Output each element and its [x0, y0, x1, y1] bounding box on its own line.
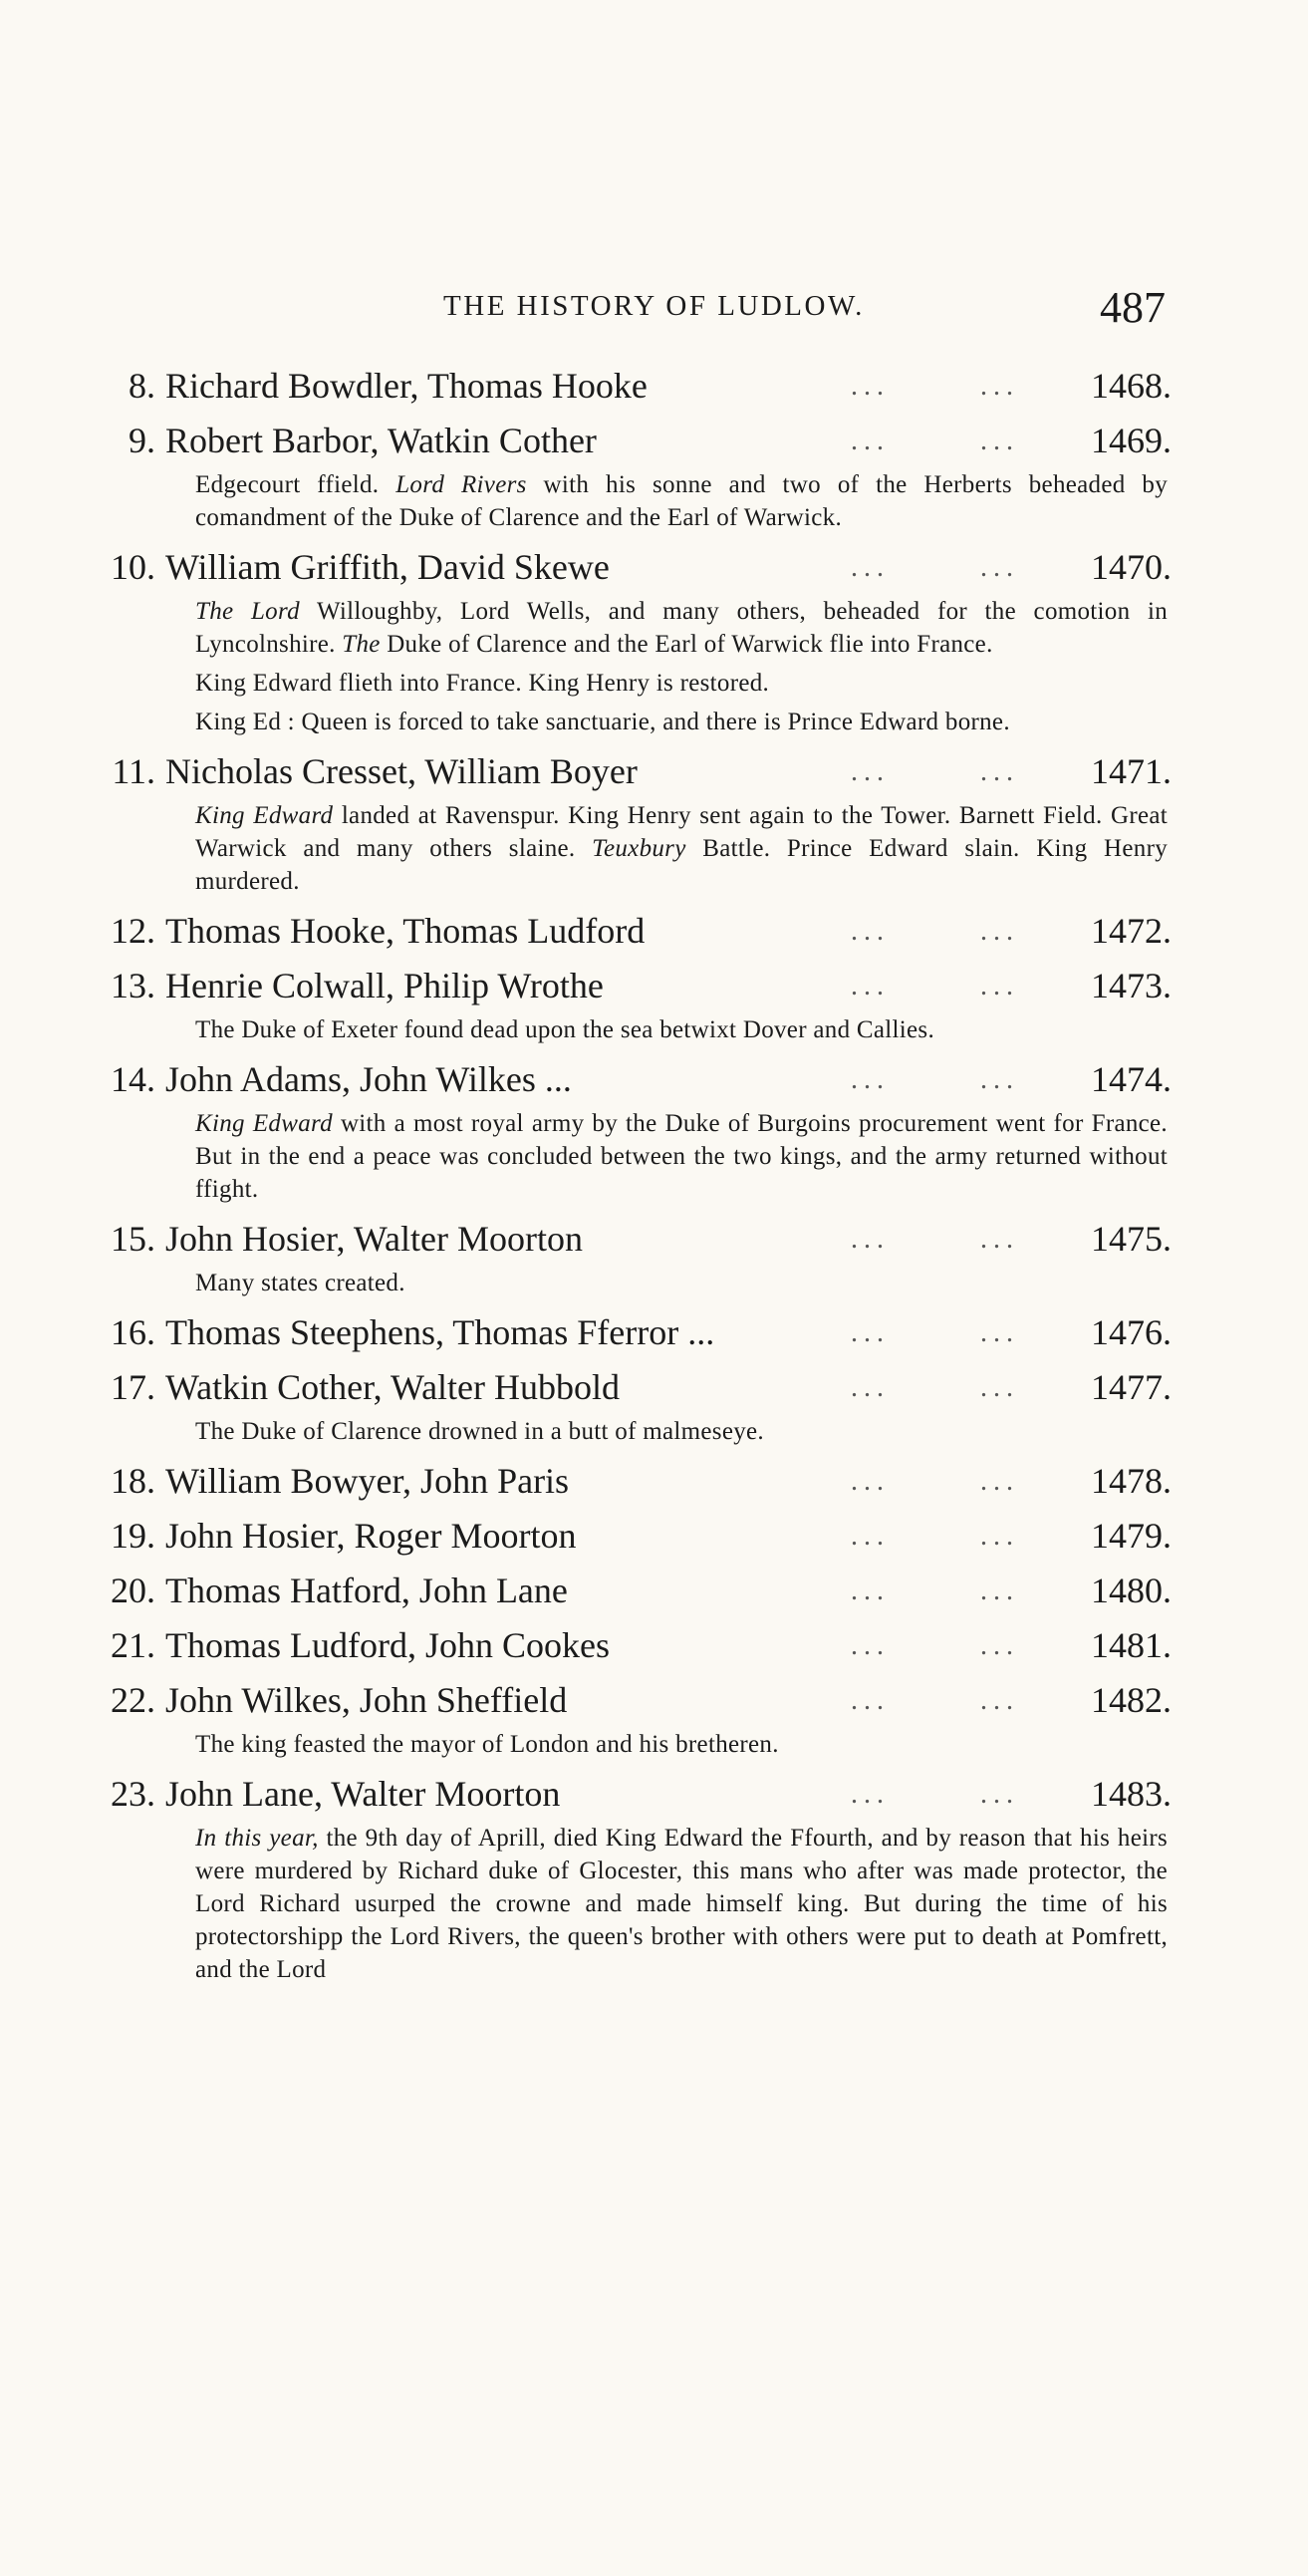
entry-note — [195, 468, 1168, 540]
note-text: Edgecourt ffield. — [195, 471, 396, 498]
note-text: King Edward — [195, 802, 334, 829]
leader-dots: ... — [851, 1064, 890, 1095]
note-text: In this year, — [195, 1825, 319, 1852]
entry-line — [96, 744, 1172, 799]
leader-dots: ... — [851, 1521, 890, 1552]
leader-dots: ... — [980, 1317, 1019, 1348]
entry-number: 9. — [129, 421, 155, 460]
entry-line — [96, 904, 1172, 959]
entry-year: 1482. — [1091, 1680, 1172, 1720]
leader-dots: ... — [980, 1779, 1019, 1810]
entry-year: 1475. — [1091, 1219, 1172, 1259]
entry-names: Watkin Cother, Walter Hubbold — [165, 1367, 621, 1407]
note-text: The Duke of Exeter found dead upon the sea betwixt Dover and Callies. — [195, 1016, 935, 1043]
leader-dots: ... — [980, 916, 1019, 947]
entry-line — [96, 1305, 1172, 1360]
note-text: The king feasted the mayor of London and his bretheren. — [195, 1731, 779, 1758]
leader-dots: ... — [851, 1372, 890, 1403]
leader-dots: ... — [980, 756, 1019, 787]
leader-dots: ... — [980, 371, 1019, 402]
note-text: the 9th day of Aprill, died King Edward the Ffourth, and by reason that his heirs were murdered by Richard duke of Glocester, this mans who after was made protector, the Lord Richard usurped the crowne and made himself king. But during the time of his protectorshipp the Lord Rivers, the queen's brother with others were put to death at Pomfrett, and the Lord — [195, 1825, 1168, 1983]
entry-number: 12. — [111, 911, 155, 951]
leader-dots: ... — [851, 552, 890, 583]
entry-note — [195, 1267, 1168, 1305]
note-text: King Ed : Queen is forced to take sanctuarie, and there is Prince Edward borne. — [195, 709, 1010, 735]
entry-year: 1483. — [1091, 1774, 1172, 1814]
leader-dots: ... — [851, 1575, 890, 1606]
entry-year: 1470. — [1091, 547, 1172, 587]
entry-note — [195, 1107, 1168, 1212]
leader-dots: ... — [851, 1630, 890, 1661]
entry-line — [96, 1767, 1172, 1822]
leader-dots: ... — [980, 552, 1019, 583]
note-text: Many states created. — [195, 1270, 405, 1296]
leader-dots: ... — [980, 426, 1019, 456]
note-text: The Duke of Clarence drowned in a butt of malmeseye. — [195, 1418, 764, 1445]
entry-names: Thomas Ludford, John Cookes — [165, 1625, 610, 1665]
leader-dots: ... — [851, 971, 890, 1002]
entry-year: 1476. — [1091, 1312, 1172, 1352]
entry-year: 1472. — [1091, 911, 1172, 951]
entry-names: John Hosier, Walter Moorton — [165, 1219, 583, 1259]
entry-names: Thomas Hatford, John Lane — [165, 1571, 568, 1610]
leader-dots: ... — [851, 371, 890, 402]
entry-number: 17. — [111, 1367, 155, 1407]
entry-note — [195, 1415, 1168, 1454]
leader-dots: ... — [980, 1064, 1019, 1095]
note-text: Duke of Clarence and the Earl of Warwick flie into France. — [380, 631, 993, 658]
note-text: King Edward — [195, 1110, 333, 1137]
entry-names: William Griffith, David Skewe — [165, 547, 610, 587]
leader-dots: ... — [980, 971, 1019, 1002]
entry-line — [96, 1454, 1172, 1509]
entry-year: 1473. — [1091, 966, 1172, 1005]
entry-number: 20. — [111, 1571, 155, 1610]
entry-note — [195, 667, 1168, 706]
entry-number: 21. — [111, 1625, 155, 1665]
entry-number: 19. — [111, 1516, 155, 1556]
entry-number: 15. — [111, 1219, 155, 1259]
page-header — [0, 282, 1308, 342]
leader-dots: ... — [851, 756, 890, 787]
entry-number: 22. — [111, 1680, 155, 1720]
entry-number: 13. — [111, 966, 155, 1005]
entry-line — [96, 540, 1172, 595]
entry-year: 1469. — [1091, 421, 1172, 460]
entry-line — [96, 1509, 1172, 1564]
entry-year: 1480. — [1091, 1571, 1172, 1610]
leader-dots: ... — [851, 426, 890, 456]
leader-dots: ... — [980, 1466, 1019, 1497]
entry-year: 1471. — [1091, 751, 1172, 791]
entry-note — [195, 706, 1168, 744]
note-text: Willoughby, Lord Wells, and many others, beheaded for the comotion in Lyncolnshire. — [195, 598, 1168, 658]
entry-number: 10. — [111, 547, 155, 587]
entry-year: 1479. — [1091, 1516, 1172, 1556]
leader-dots: ... — [851, 1685, 890, 1716]
entry-note — [195, 1728, 1168, 1767]
note-text: landed at Ravenspur. King Henry sent again to the Tower. Barnett Field. Great Warwick and many others slaine. — [195, 802, 1168, 862]
entry-number: 14. — [111, 1059, 155, 1099]
leader-dots: ... — [980, 1521, 1019, 1552]
entry-note — [195, 595, 1168, 667]
entry-number: 16. — [111, 1312, 155, 1352]
entry-note — [195, 1822, 1168, 1992]
entry-line — [96, 1673, 1172, 1728]
leader-dots: ... — [980, 1630, 1019, 1661]
leader-dots: ... — [851, 1779, 890, 1810]
note-text: The Lord — [195, 598, 300, 625]
leader-dots: ... — [980, 1372, 1019, 1403]
leader-dots: ... — [980, 1685, 1019, 1716]
entry-note — [195, 1013, 1168, 1052]
mayor-list — [96, 359, 1172, 1992]
running-title: THE HISTORY OF LUDLOW. — [443, 290, 865, 322]
leader-dots: ... — [851, 1224, 890, 1255]
entry-line — [96, 414, 1172, 468]
entry-names: Thomas Hooke, Thomas Ludford — [165, 911, 646, 951]
entry-line — [96, 1360, 1172, 1415]
entry-line — [96, 1212, 1172, 1267]
entry-number: 11. — [112, 751, 155, 791]
entry-names: John Lane, Walter Moorton — [165, 1774, 561, 1814]
leader-dots: ... — [851, 916, 890, 947]
entry-names: Richard Bowdler, Thomas Hooke — [165, 366, 648, 406]
entry-line — [96, 359, 1172, 414]
entry-names: Thomas Steephens, Thomas Fferror ... — [165, 1312, 715, 1352]
entry-year: 1481. — [1091, 1625, 1172, 1665]
note-text: with a most royal army by the Duke of Burgoins procurement went for France. But in the end a peace was concluded between the two kings, and the army returned without ffight. — [195, 1110, 1168, 1203]
entry-names: William Bowyer, John Paris — [165, 1461, 570, 1501]
note-text: King Edward flieth into France. King Henry is restored. — [195, 670, 770, 697]
leader-dots: ... — [980, 1224, 1019, 1255]
entry-names: Robert Barbor, Watkin Cother — [165, 421, 597, 460]
entry-line — [96, 1564, 1172, 1618]
leader-dots: ... — [851, 1317, 890, 1348]
entry-year: 1474. — [1091, 1059, 1172, 1099]
entry-names: John Wilkes, John Sheffield — [165, 1680, 568, 1720]
leader-dots: ... — [851, 1466, 890, 1497]
entry-names: Henrie Colwall, Philip Wrothe — [165, 966, 604, 1005]
note-text: Lord Rivers — [395, 471, 527, 498]
note-text: The — [342, 631, 381, 658]
entry-line — [96, 959, 1172, 1013]
entry-line — [96, 1618, 1172, 1673]
entry-names: John Hosier, Roger Moorton — [165, 1516, 577, 1556]
page-number: 487 — [1100, 283, 1166, 332]
entry-names: John Adams, John Wilkes ... — [165, 1059, 572, 1099]
entry-line — [96, 1052, 1172, 1107]
entry-number: 23. — [111, 1774, 155, 1814]
entry-number: 18. — [111, 1461, 155, 1501]
entry-year: 1477. — [1091, 1367, 1172, 1407]
note-text: with his sonne and two of the Herberts beheaded by comandment of the Duke of Clarence and the Earl of Warwick. — [195, 471, 1169, 531]
note-text: Battle. Prince Edward slain. King Henry murdered. — [195, 835, 1168, 895]
note-text: Teuxbury — [592, 835, 686, 862]
leader-dots: ... — [980, 1575, 1019, 1606]
entry-note — [195, 799, 1168, 904]
entry-names: Nicholas Cresset, William Boyer — [165, 751, 638, 791]
entry-year: 1468. — [1091, 366, 1172, 406]
entry-number: 8. — [129, 366, 155, 406]
entry-year: 1478. — [1091, 1461, 1172, 1501]
